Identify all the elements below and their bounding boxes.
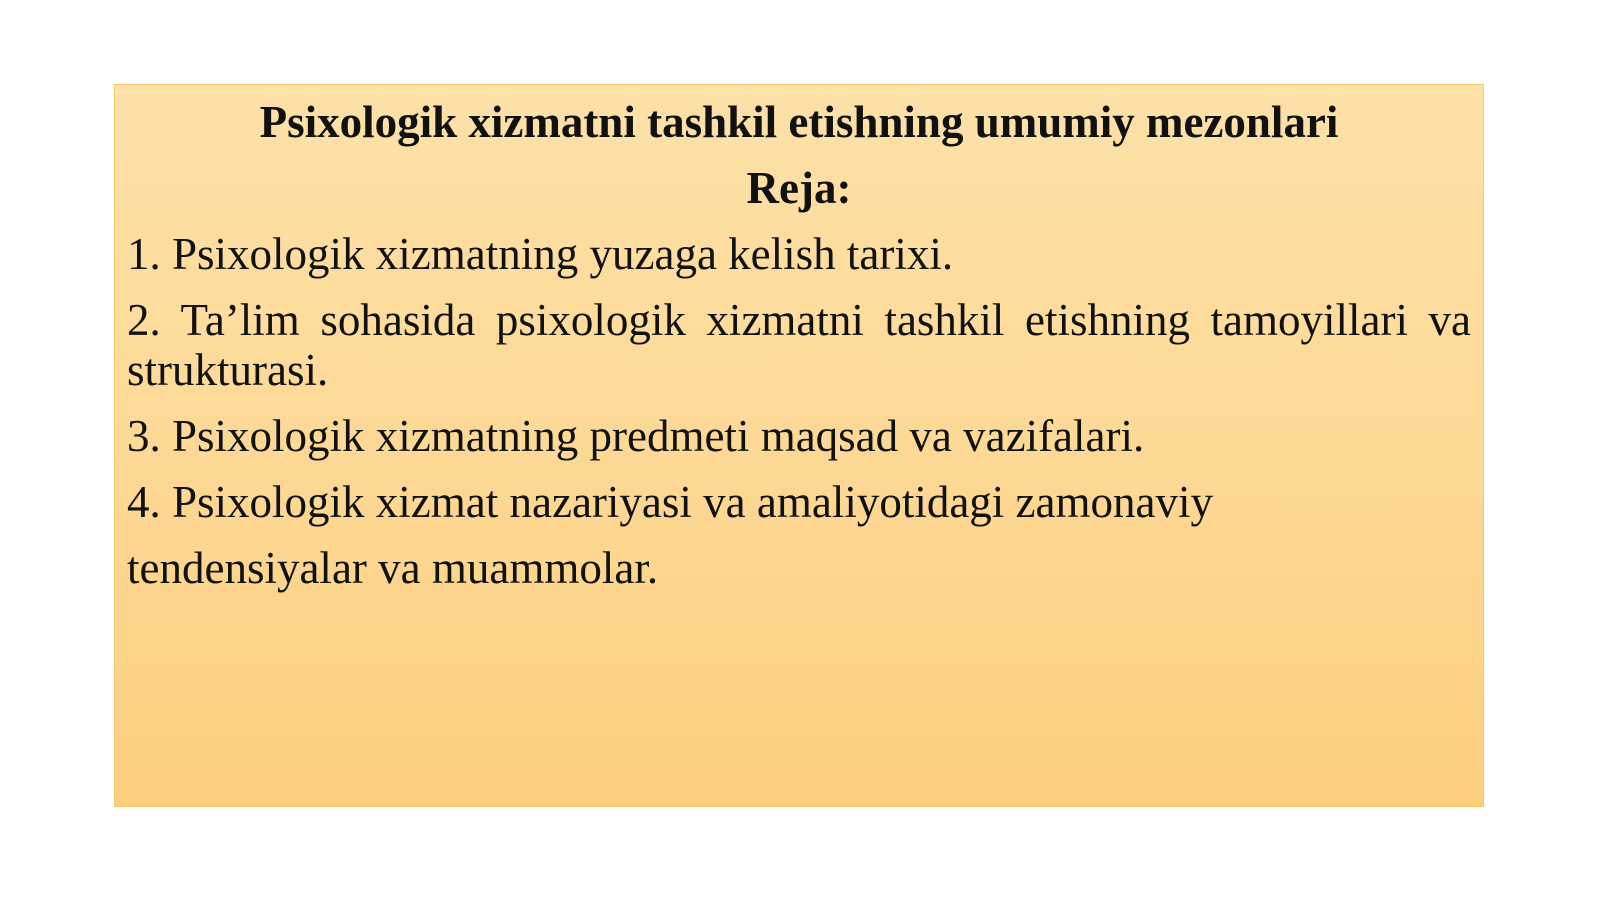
plan-item-4: 4. Psixologik xizmat nazariyasi va amaliyotidagi zamonaviy tendensiyalar va muammolar. xyxy=(127,477,1213,593)
plan-item-2: 2. Ta’lim sohasida psixologik xizmatni tashkil etishning tamoyillari va strukturasi. xyxy=(127,295,1471,395)
plan-heading: Reja: xyxy=(746,163,852,213)
slide-title: Psixologik xizmatni tashkil etishning umumiy mezonlari xyxy=(259,97,1339,147)
plan-item-1: 1. Psixologik xizmatning yuzaga kelish tarixi. xyxy=(127,229,954,279)
plan-item-3: 3. Psixologik xizmatning predmeti maqsad va vazifalari. xyxy=(127,411,1145,461)
content-text-box xyxy=(114,84,1484,807)
plan-list xyxy=(127,221,1471,601)
